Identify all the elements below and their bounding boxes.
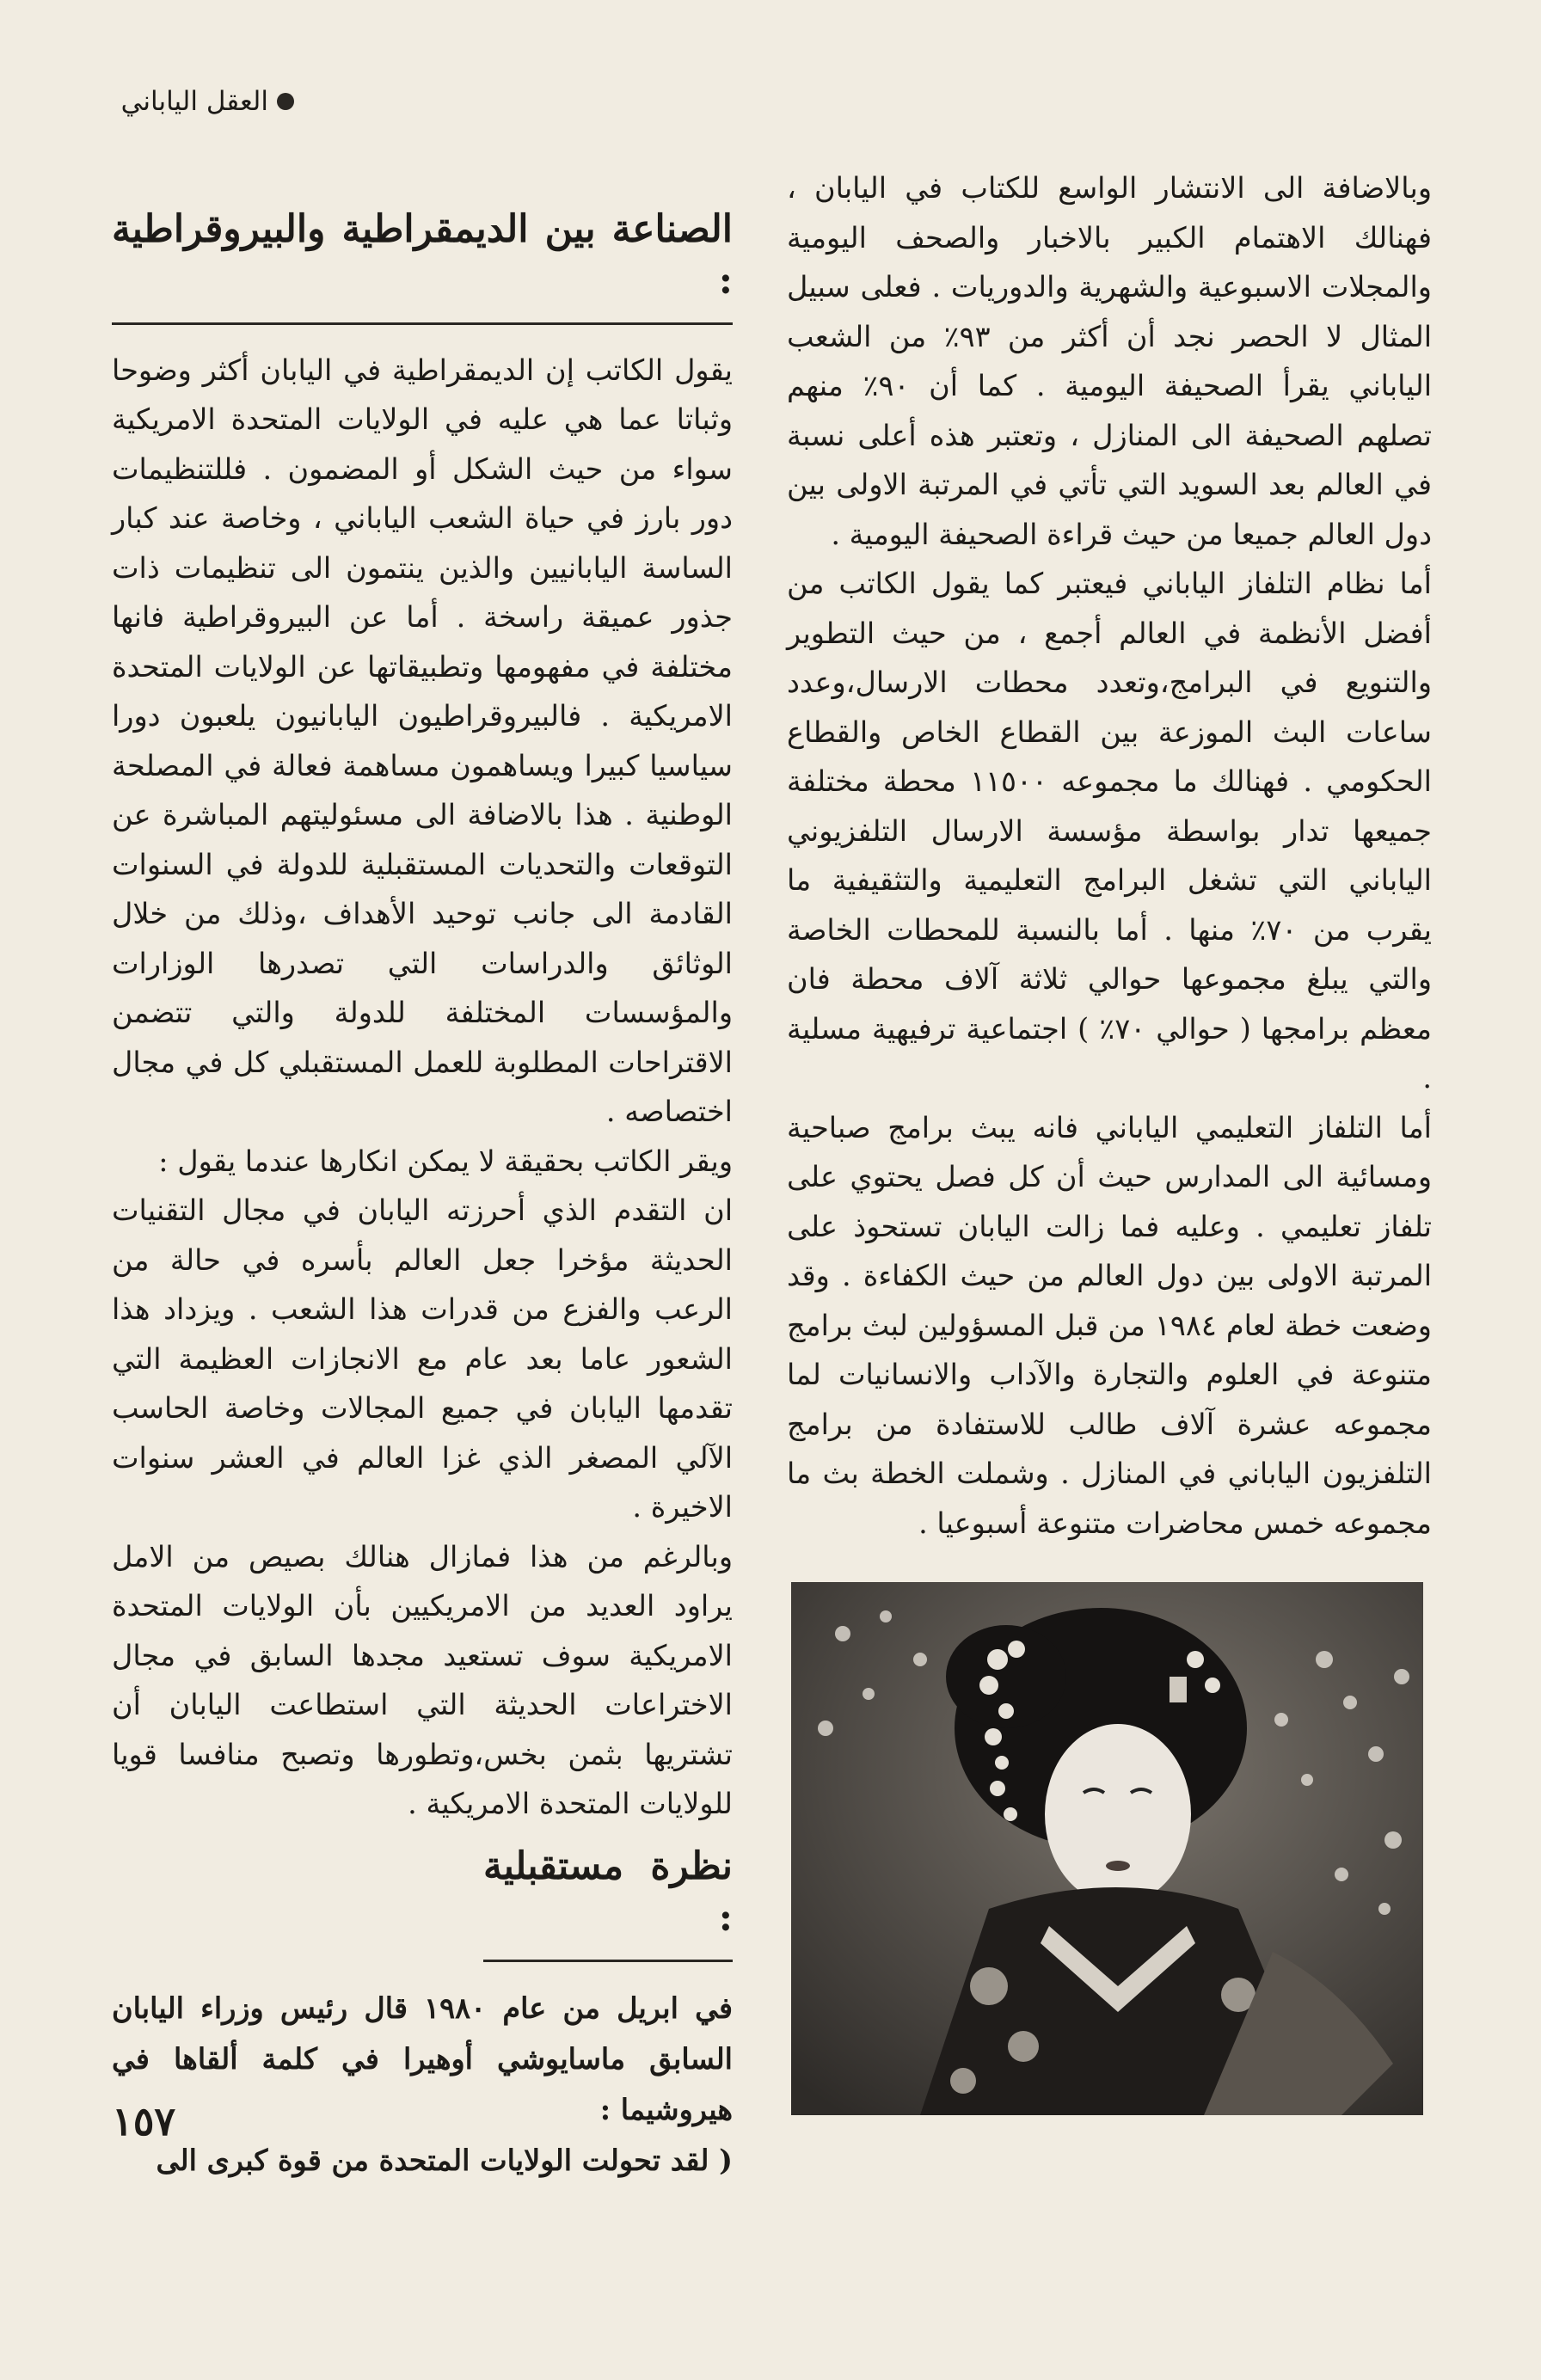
page-number: ١٥٧ <box>112 2098 176 2144</box>
paragraph-educational-tv: أما التلفاز التعليمي الياباني فانه يبث برامج صباحية ومسائية الى المدارس حيث أن كل فصل يحتوي على تلفاز تعليمي . وعليه فما زالت اليابان تستحوذ على المرتبة الاولى بين دول العالم من حيث الكفاءة . وقد وضعت خطة لعام ١٩٨٤ من قبل المسؤولين لبث برامج متنوعة في العلوم والتجارة والآداب والانسانيات لما مجموعه عشرة آلاف طالب للاستفادة من برامج التلفزيون الياباني في المنازل . وشملت الخطة بث ما مجموعه خمس محاضرات متنوعة أسبوعيا . <box>787 1110 1432 1540</box>
paragraph-ohira-quote-intro: في ابريل من عام ١٩٨٠ قال رئيس وزراء اليابان السابق ماسايوشي أوهيرا في كلمة ألقاها في هيروشيما : <box>112 1990 734 2126</box>
paragraph-writer-admits: ويقر الكاتب بحقيقة لا يمكن انكارها عندما يقول : <box>158 1144 733 1178</box>
paragraph-ohira-quote: ( لقد تحولت الولايات المتحدة من قوة كبرى الى <box>156 2143 733 2177</box>
running-head <box>79 86 294 117</box>
running-head-text: العقل الياباني <box>120 86 268 117</box>
bullet-icon <box>277 93 294 110</box>
section-title-industry: الصناعة بين الديمقراطية والبيروقراطية : <box>112 204 733 325</box>
paragraph-television: أما نظام التلفاز الياباني فيعتبر كما يقول الكاتب من أفضل الأنظمة في العالم أجمع ، من حيث التطوير والتنويع في البرامج،وتعدد محطات الارسال،وعدد ساعات البث الموزعة بين القطاع الخاص والقطاع الحكومي . فهنالك ما مجموعه ١١٥٠٠ محطة مختلفة جميعها تدار بواسطة مؤسسة الارسال التلفزيوني الياباني التي تشغل البرامج التعليمية والتثقيفية ما يقرب من ٧٠٪ منها . أما بالنسبة للمحطات الخاصة والتي يبلغ مجموعها حوالي ثلاثة آلاف محطة فان معظم برامجها ( حوالي ٧٠٪ ) اجتماعية ترفيهية مسلية . <box>787 567 1432 1095</box>
geisha-photo <box>791 1582 1423 2115</box>
paragraph-newspapers: وبالاضافة الى الانتشار الواسع للكتاب في اليابان ، فهنالك الاهتمام الكبير بالاخبار والصحف اليومية والمجلات الاسبوعية والشهرية والدوريات . فعلى سبيل المثال لا الحصر نجد أن أكثر من ٩٣٪ من الشعب الياباني يقرأ الصحيفة اليومية . كما أن ٩٠٪ منهم تصلهم الصحيفة الى المنازل ، وتعتبر هذه أعلى نسبة في العالم بعد السويد التي تأتي في المرتبة الاولى بين دول العالم جميعا من حيث قراءة الصحيفة اليومية . <box>787 171 1432 551</box>
paragraph-democracy: يقول الكاتب إن الديمقراطية في اليابان أكثر وضوحا وثباتا عما هي عليه في الولايات المتحدة الامريكية سواء من حيث الشكل أو المضمون . فللتنظيمات دور بارز في حياة الشعب الياباني ، وخاصة عند كبار الساسة اليابانيين والذين ينتمون الى تنظيمات ذات جذور عميقة راسخة . أما عن البيروقراطية فانها مختلفة في مفهومها وتطبيقاتها عن الولايات المتحدة الامريكية . فالبيروقراطيون اليابانيون يلعبون دورا سياسيا كبيرا ويساهمون مساهمة فعالة في المصلحة الوطنية . هذا بالاضافة الى مسئوليتهم المباشرة عن التوقعات والتحديات المستقبلية للدولة في السنوات القادمة الى جانب توحيد الأهداف ،وذلك من خلال الوثائق والدراسات التي تصدرها الوزارات والمؤسسات المختلفة للدولة والتي تتضمن الاقتراحات المطلوبة للعمل المستقبلي كل في مجال اختصاصه . <box>112 353 733 1129</box>
right-column <box>787 163 1432 1548</box>
paragraph-american-hope: وبالرغم من هذا فمازال هنالك بصيص من الامل يراود العديد من الامريكيين بأن الولايات المتحدة الامريكية سوف تستعيد مجدها السابق في مجال الاختراعات الحديثة التي استطاعت اليابان أن تشتريها بثمن بخس،وتطورها وتصبح منافسا قويا للولايات المتحدة الامريكية . <box>112 1539 733 1821</box>
left-column <box>112 172 733 2186</box>
section-title-future-outlook: نظرة مستقبلية : <box>483 1841 733 1962</box>
paragraph-technology-progress: ان التقدم الذي أحرزته اليابان في مجال التقنيات الحديثة مؤخرا جعل العالم بأسره في حالة من الرعب والفزع من قدرات هذا الشعب . ويزداد هذا الشعور عاما بعد عام مع الانجازات العظيمة التي تقدمها اليابان في جميع المجالات وخاصة الحاسب الآلي المصغر الذي غزا العالم في العشر سنوات الاخيرة . <box>112 1193 733 1524</box>
photo-illustration <box>791 1582 1423 2115</box>
